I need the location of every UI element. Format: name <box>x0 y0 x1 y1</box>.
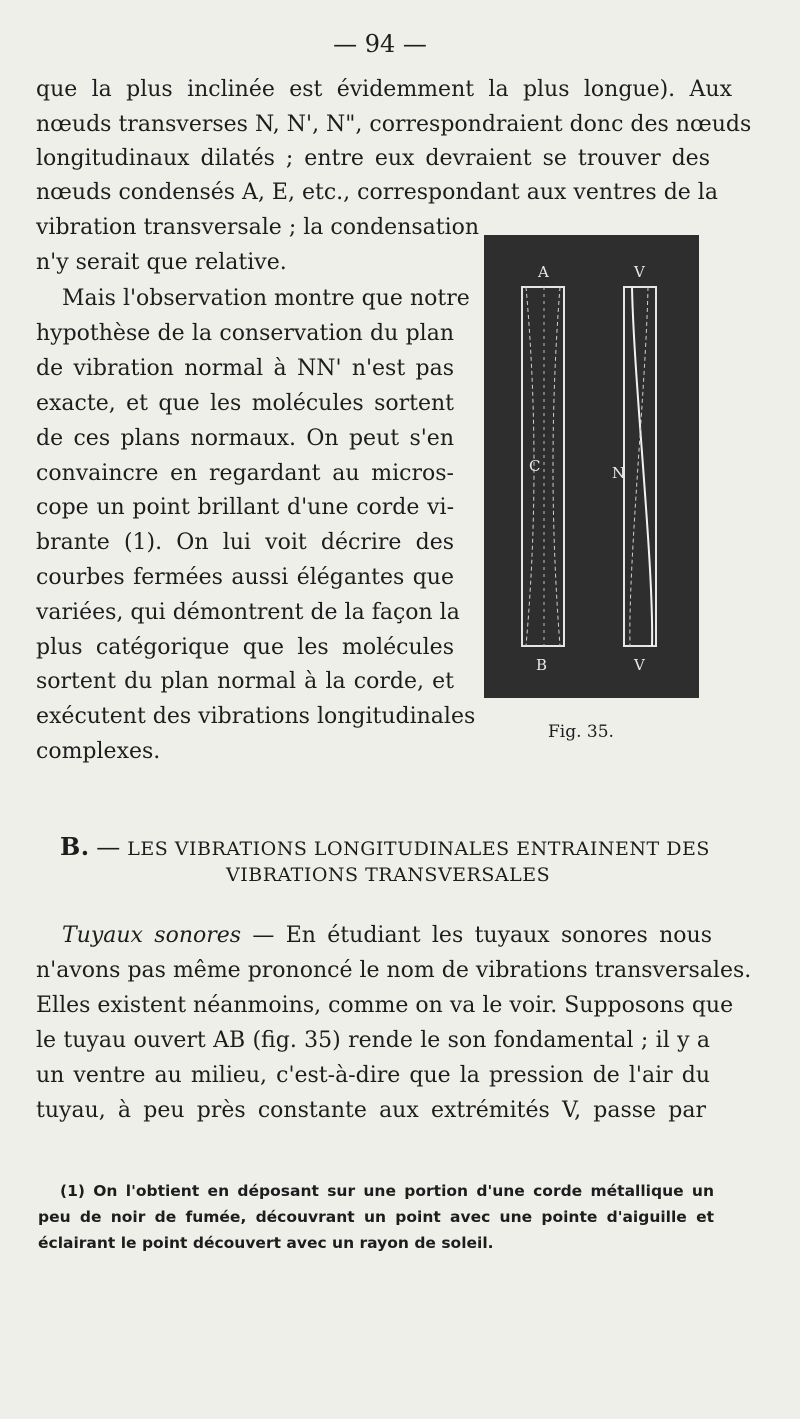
text-line <box>62 925 712 947</box>
text-line: le tuyau ouvert AB (fig. 35) rende le son fondamental ; il y a <box>36 1028 710 1053</box>
figure-diagram <box>484 235 699 698</box>
lead-rest: — En étudiant les tuyaux sonores nous <box>252 923 712 948</box>
string-curve-dashed <box>630 287 648 646</box>
text-line: brante (1). On lui voit décrire des <box>36 530 454 555</box>
text-line: exécutent des vibrations longitudinales <box>36 704 476 729</box>
text-line: longitudinaux dilatés ; entre eux devraient se trouver des <box>36 146 710 171</box>
text-line: vibration transversale ; la condensation <box>36 215 480 240</box>
text-line: tuyau, à peu près constante aux extrémités V, passe par <box>36 1098 706 1123</box>
page-number: — 94 — <box>333 30 427 58</box>
label-c: C <box>529 457 541 475</box>
text-line: nœuds condensés A, E, etc., correspondant aux ventres de la <box>36 180 718 205</box>
text-line: un ventre au milieu, c'est-à-dire que la pression de l'air du <box>36 1063 710 1088</box>
label-v-top: V <box>634 263 645 281</box>
string-curve <box>632 287 652 646</box>
text-line: n'y serait que relative. <box>36 250 287 275</box>
text-line: plus catégorique que les molécules <box>36 635 454 660</box>
footnote-line: éclairant le point découvert avec un rayon de soleil. <box>38 1234 494 1252</box>
text-line: cope un point brillant d'une corde vi- <box>36 495 454 520</box>
text-line: n'avons pas même prononcé le nom de vibrations transversales. <box>36 958 752 983</box>
label-b: B <box>536 656 548 674</box>
label-v-bottom: V <box>634 656 645 674</box>
text-line: de ces plans normaux. On peut s'en <box>36 426 454 451</box>
text-line: exacte, et que les molécules sortent <box>36 391 454 416</box>
text-line: convaincre en regardant au micros- <box>36 461 454 486</box>
text-line: Mais l'observation montre que notre <box>62 286 470 311</box>
text-line: hypothèse de la conservation du plan <box>36 321 454 346</box>
text-line: de vibration normal à NN' n'est pas <box>36 356 454 381</box>
text-line: courbes fermées aussi élégantes que <box>36 565 454 590</box>
section-title-part1: LES VIBRATIONS LONGITUDINALES ENTRAINENT DES <box>127 838 710 860</box>
section-title-part2: VIBRATIONS TRANSVERSALES <box>226 864 551 886</box>
footnote-line: (1) On l'obtient en déposant sur une portion d'une corde métallique un <box>60 1182 714 1200</box>
text-line: nœuds transverses N, N', N", correspondraient donc des nœuds <box>36 112 752 137</box>
text-line: complexes. <box>36 739 161 764</box>
tube-ab-dashed-curve <box>553 287 560 646</box>
section-dash: — <box>96 833 121 861</box>
label-n: N <box>612 464 626 482</box>
text-line: Elles existent néanmoins, comme on va le voir. Supposons que <box>36 993 734 1018</box>
section-heading-line1 <box>60 832 710 861</box>
label-a: A <box>538 263 549 281</box>
figure-35 <box>484 235 699 698</box>
text-line: sortent du plan normal à la corde, et <box>36 669 454 694</box>
text-line: que la plus inclinée est évidemment la plus longue). Aux <box>36 77 732 102</box>
figure-caption: Fig. 35. <box>548 722 614 742</box>
lead-italic: Tuyaux sonores <box>62 923 242 948</box>
footnote-line: peu de noir de fumée, découvrant un point avec une pointe d'aiguille et <box>38 1208 714 1226</box>
text-line: variées, qui démontrent de la façon la <box>36 600 460 625</box>
section-letter: B. <box>60 832 90 861</box>
